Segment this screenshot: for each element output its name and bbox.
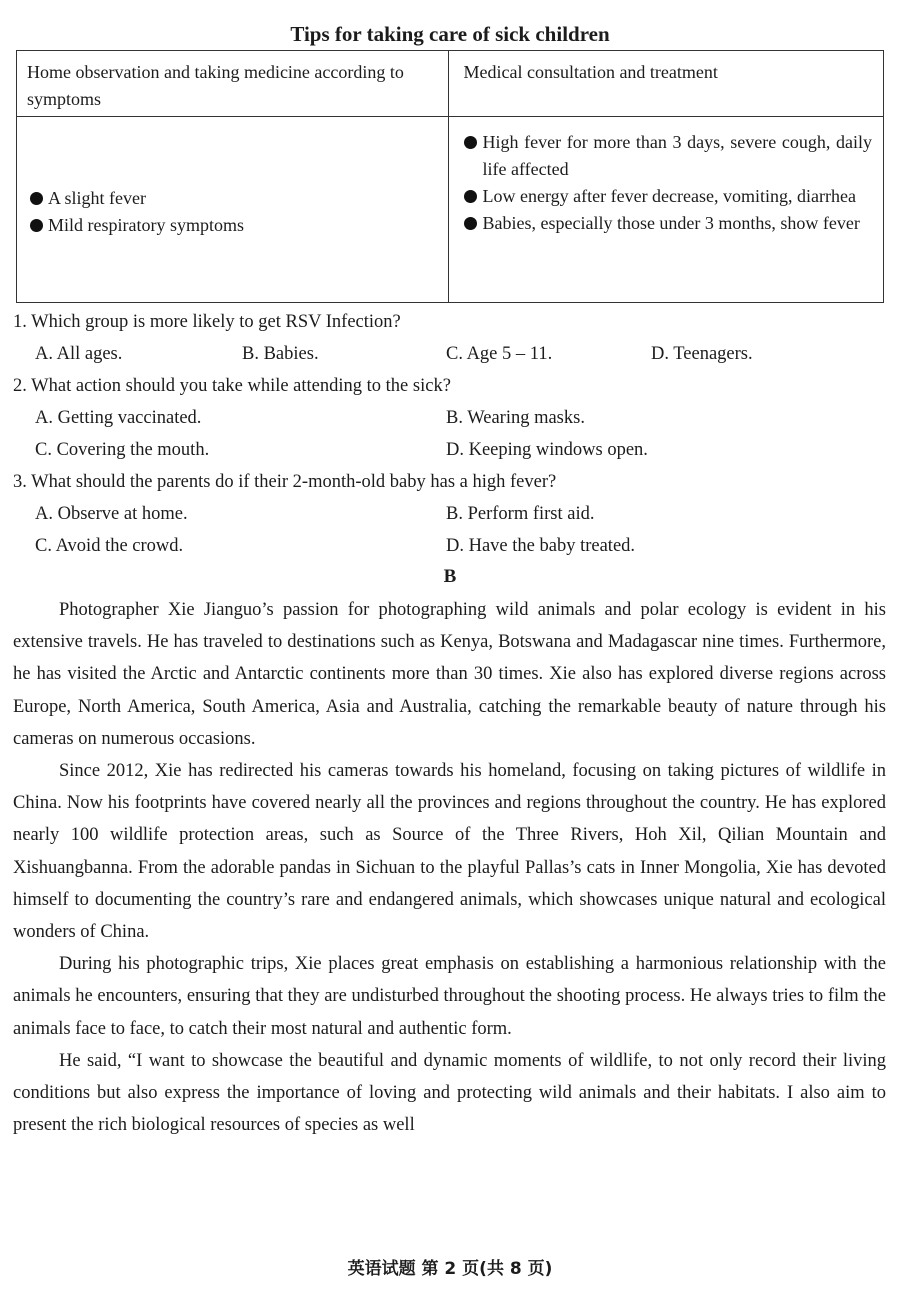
header-medical-consultation: Medical consultation and treatment	[449, 51, 884, 117]
question-2-option-a: A. Getting vaccinated.	[35, 408, 202, 428]
question-2-option-d: D. Keeping windows open.	[446, 440, 648, 460]
bullet-icon	[464, 136, 477, 149]
questions-block	[13, 306, 887, 562]
bullet-icon	[464, 190, 477, 203]
list-item-text: A slight fever	[48, 188, 146, 208]
passage-b	[13, 594, 886, 1141]
question-3-option-d: D. Have the baby treated.	[446, 536, 636, 556]
question-3-option-c: C. Avoid the crowd.	[35, 536, 184, 556]
home-observation-cell	[17, 117, 449, 303]
question-2-options-row-1	[13, 402, 887, 434]
tips-table	[16, 50, 884, 303]
list-item-text: Low energy after fever decrease, vomiting, diarrhea	[482, 186, 856, 206]
question-1-option-a: A. All ages.	[35, 344, 123, 364]
bullet-icon	[30, 192, 43, 205]
list-item-text: Babies, especially those under 3 months, show fever	[482, 213, 860, 233]
question-3-option-b: B. Perform first aid.	[446, 504, 595, 524]
question-1-stem: 1. Which group is more likely to get RSV Infection?	[13, 312, 401, 332]
page-footer: 英语试题 第 2 页(共 8 页)	[347, 1259, 553, 1279]
header-home-observation: Home observation and taking medicine according to symptoms	[17, 51, 449, 117]
question-2-option-b: B. Wearing masks.	[446, 408, 585, 428]
table-header-row	[17, 51, 884, 117]
bullet-icon	[30, 219, 43, 232]
list-item-text: High fever for more than 3 days, severe cough, daily life affected	[482, 132, 872, 179]
list-item	[30, 212, 447, 239]
question-3-options-row-1	[13, 498, 887, 530]
paragraph: Photographer Xie Jianguo’s passion for photographing wild animals and polar ecology is evident in his extensive travels. He has traveled to destinations such as Kenya, Botswana and Madagascar nine times. Furthermore, he has visited the Arctic and Antarctic continents more than 30 times. Xie also has explored diverse regions across Europe, North America, South America, Asia and Australia, catching the remarkable beauty of nature through his cameras on numerous occasions.	[13, 600, 886, 749]
medical-consultation-list	[450, 118, 882, 237]
question-1-option-c: C. Age 5 – 11.	[446, 344, 553, 364]
section-b-heading: B	[443, 566, 457, 587]
bullet-icon	[464, 217, 477, 230]
question-2-stem: 2. What action should you take while attending to the sick?	[13, 376, 451, 396]
home-observation-list	[18, 118, 447, 239]
question-3-options-row-2	[13, 530, 887, 562]
paragraph: During his photographic trips, Xie places great emphasis on establishing a harmonious relationship with the animals he encounters, ensuring that they are undisturbed throughout the shooting process. He always tries to film the animals face to face, to catch their most natural and authentic form.	[13, 954, 886, 1039]
question-3-option-a: A. Observe at home.	[35, 504, 188, 524]
list-item	[464, 210, 872, 237]
question-2-option-c: C. Covering the mouth.	[35, 440, 210, 460]
list-item	[30, 185, 447, 212]
medical-consultation-cell	[449, 117, 884, 303]
list-item	[464, 183, 872, 210]
paragraph: Since 2012, Xie has redirected his cameras towards his homeland, focusing on taking pictures of wildlife in China. Now his footprints have covered nearly all the provinces and regions throughout the country. He has explored nearly 100 wildlife protection areas, such as Source of the Three Rivers, Hoh Xil, Qilian Mountain and Xishuangbanna. From the adorable pandas in Sichuan to the playful Pallas’s cats in Inner Mongolia, Xie has devoted himself to documenting the country’s rare and endangered animals, which showcases unique natural and ecological wonders of China.	[13, 761, 886, 943]
table-title: Tips for taking care of sick children	[290, 22, 610, 46]
paragraph: He said, “I want to showcase the beautiful and dynamic moments of wildlife, to not only record their living conditions but also express the importance of loving and protecting wild animals and their habitats. I also aim to present the rich biological resources of species as well	[13, 1050, 886, 1136]
question-2-options-row-2	[13, 434, 887, 466]
question-3-stem: 3. What should the parents do if their 2-month-old baby has a high fever?	[13, 472, 557, 492]
question-1-options	[13, 338, 887, 370]
list-item-text: Mild respiratory symptoms	[48, 215, 244, 235]
list-item	[464, 129, 872, 183]
question-1-option-b: B. Babies.	[242, 344, 319, 364]
table-body-row	[17, 117, 884, 303]
question-1-option-d: D. Teenagers.	[651, 344, 753, 364]
